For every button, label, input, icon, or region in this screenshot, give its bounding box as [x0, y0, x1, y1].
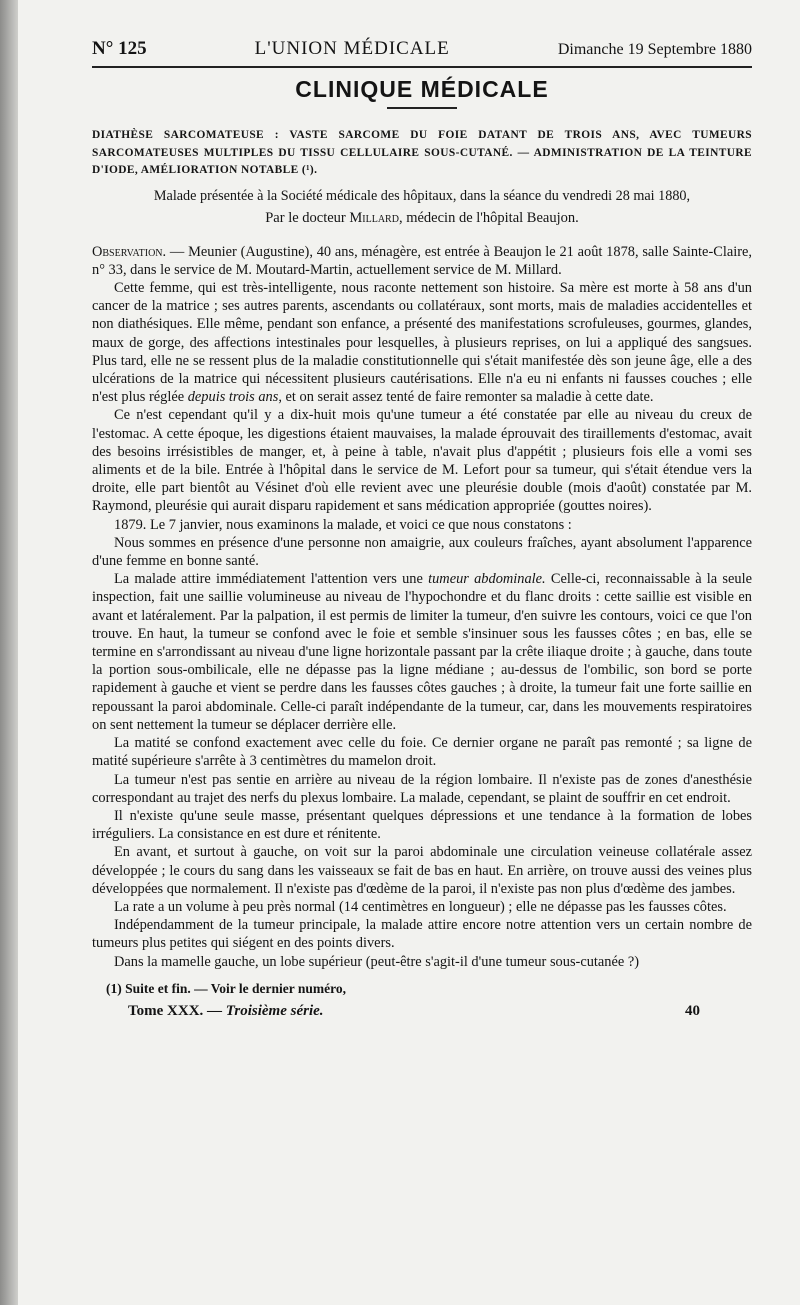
paragraph: Indépendamment de la tumeur principale, la malade attire encore notre attention vers un certain nombre de tumeurs plus petites qui siégent en des points divers.	[92, 917, 752, 952]
observation-lead: Observation.	[92, 243, 167, 260]
byline	[92, 210, 752, 227]
paragraph: 1879. Le 7 janvier, nous examinons la malade, et voici ce que nous constatons :	[114, 516, 572, 533]
issue-date: Dimanche 19 Septembre 1880	[557, 41, 752, 58]
section-title: CLINIQUE MÉDICALE	[295, 76, 549, 102]
footer-dash: —	[203, 1002, 226, 1019]
issue-number: N° 125	[92, 38, 147, 59]
footnote: (1) Suite et fin. — Voir le dernier numéro,	[106, 980, 346, 996]
byline-suffix: , médecin de l'hôpital Beaujon.	[398, 209, 579, 226]
paragraph: Il n'existe qu'une seule masse, présentant quelques dépressions et une tendance à la formation de lobes irréguliers. La consistance en est dure et rénitente.	[92, 807, 752, 843]
tome-label: Tome XXX.	[128, 1002, 204, 1019]
paragraph	[92, 279, 752, 406]
paragraph: La rate a un volume à peu près normal (14 centimètres en longueur) ; elle ne dépasse pas les fausses côtes.	[114, 898, 727, 915]
paragraph	[92, 570, 752, 734]
article-title: DIATHÈSE SARCOMATEUSE : VASTE SARCOME DU FOIE DATANT DE TROIS ANS, AVEC TUMEURS SARCOMATEUSES MULTIPLES DU TISSU CELLULAIRE SOUS-CUTANÉ. — ADMINISTRATION DE LA TEINTURE D'IODE, AMÉLIORATION NOTABLE (¹).	[92, 129, 752, 177]
paragraph-text: Cette femme, qui est très-intelligente, nous raconte nettement son histoire. Sa mère est morte à 58 ans d'un cancer de la matrice ; ses autres parents, ascendants ou collatéraux, sont morts, mais de maladies accidentelles et non diathésiques. Elle même, pendant son enfance, a présenté des manifestations scrofuleuses, gourmes, glandes, maux de gorge, des affections intestinales pour lesquelles, à plusieurs reprises, on lui a appliqué des sangsues. Plus tard, elle ne se ressent plus de la maladie constitutionnelle qui s'était manifestée dès son jeune âge, elle a des ulcérations de la matrice qui nécessitent plusieurs cautérisations. Elle n'a eu ni enfants ni fausses couches ; elle n'est plus réglée	[92, 280, 752, 406]
paragraph-text: Celle-ci, reconnaissable à la seule inspection, fait une saillie volumineuse au niveau de l'hypochondre et du flanc droits : cette saillie est visible en avant et latéralement. Par la palpation, il est permis de limiter la tumeur, d'en suivre les contours, voici ce que l'on trouve. En haut, la tumeur se confond avec le foie et semble s'insinuer sous les fausses côtes ; en bas, elle se termine en s'arrondissant au niveau d'une ligne horizontale passant par la crête iliaque droite ; à gauche, dans toute la portion sous-ombilicale, elle ne dépasse pas la ligne médiane ; au-dessus de l'ombilic, son bord se porte rapidement à gauche et vient se perdre dans les fausses côtes gauches ; à droite, la tumeur fait une forte saillie en repoussant la paroi abdominale. Celle-ci paraît indépendante de la tumeur, car, dans les mouvements respiratoires on sent nettement la tumeur se déplacer derrière elle.	[92, 571, 752, 733]
series-label: Troisième série.	[225, 1002, 324, 1019]
italic-text: depuis trois ans	[187, 389, 279, 406]
italic-text: tumeur abdominale.	[428, 571, 546, 588]
paragraph-text: La malade attire immédiatement l'attention vers une	[114, 571, 429, 588]
paragraph: La tumeur n'est pas sentie en arrière au niveau de la région lombaire. Il n'existe pas de zones d'anesthésie correspondant au trajet des nerfs du plexus lombaire. La malade, cependant, se plaint de souffrir en cet endroit.	[92, 771, 752, 806]
author-name: Millard	[349, 209, 399, 226]
paragraph	[92, 243, 752, 279]
article-body	[92, 243, 752, 971]
volume-info	[128, 1003, 324, 1020]
presentation-note: Malade présentée à la Société médicale des hôpitaux, dans la séance du vendredi 28 mai 1880,	[153, 188, 691, 205]
journal-name: L'UNION MÉDICALE	[254, 38, 450, 59]
paragraph: La matité se confond exactement avec celle du foie. Ce dernier organe ne paraît pas remonté ; sa ligne de matité supérieure s'arrête à 3 centimètres du mamelon droit.	[92, 735, 752, 770]
byline-prefix: Par le docteur	[265, 209, 346, 226]
paragraph: Ce n'est cependant qu'il y a dix-huit mois qu'une tumeur a été constatée par elle au niveau du creux de l'estomac. A cette époque, les digestions étaient mauvaises, la malade éprouvait des tiraillements d'estomac, avait des besoins irrésistibles de manger, et, à peine à table, n'avait plus d'appétit ; plusieurs fois elle a vomi ses aliments et de la bile. Entrée à l'hôpital dans le service de M. Lefort pour sa tumeur, qui s'était étendue vers la droite, elle part bientôt au Vésinet d'où elle revient avec une pleurésie double (mois d'août) constatée par M. Raymond, pleurésie qui aurait disparu rapidement et sans médication appropriée (gouttes noires).	[92, 407, 752, 515]
paragraph-text: — Meunier (Augustine), 40 ans, ménagère, est entrée à Beaujon le 21 août 1878, salle Sainte-Claire, n° 33, dans le service de M. Moutard-Martin, actuellement service de M. Millard.	[92, 243, 752, 278]
paragraph: Nous sommes en présence d'une personne non amaigrie, aux couleurs fraîches, ayant absolument l'apparence d'une femme en bonne santé.	[92, 534, 752, 570]
header-rule	[92, 66, 752, 68]
running-header	[92, 38, 752, 60]
section-rule	[387, 107, 457, 109]
paragraph: Dans la mamelle gauche, un lobe supérieur (peut-être s'agit-il d'une tumeur sous-cutanée ?)	[114, 953, 640, 970]
paragraph-text: , et on serait assez tenté de faire remonter sa maladie à cette date.	[278, 389, 654, 406]
page-number: 40	[685, 1002, 700, 1019]
paragraph: En avant, et surtout à gauche, on voit sur la paroi abdominale une circulation veineuse collatérale assez développée ; le cours du sang dans les vaisseaux se fait de bas en haut. En arrière, on trouve aussi des veines plus développées que normalement. Il n'existe pas d'œdème de la paroi, il n'existe pas non plus d'œdème des jambes.	[92, 844, 752, 897]
page-footer	[92, 1003, 752, 1020]
